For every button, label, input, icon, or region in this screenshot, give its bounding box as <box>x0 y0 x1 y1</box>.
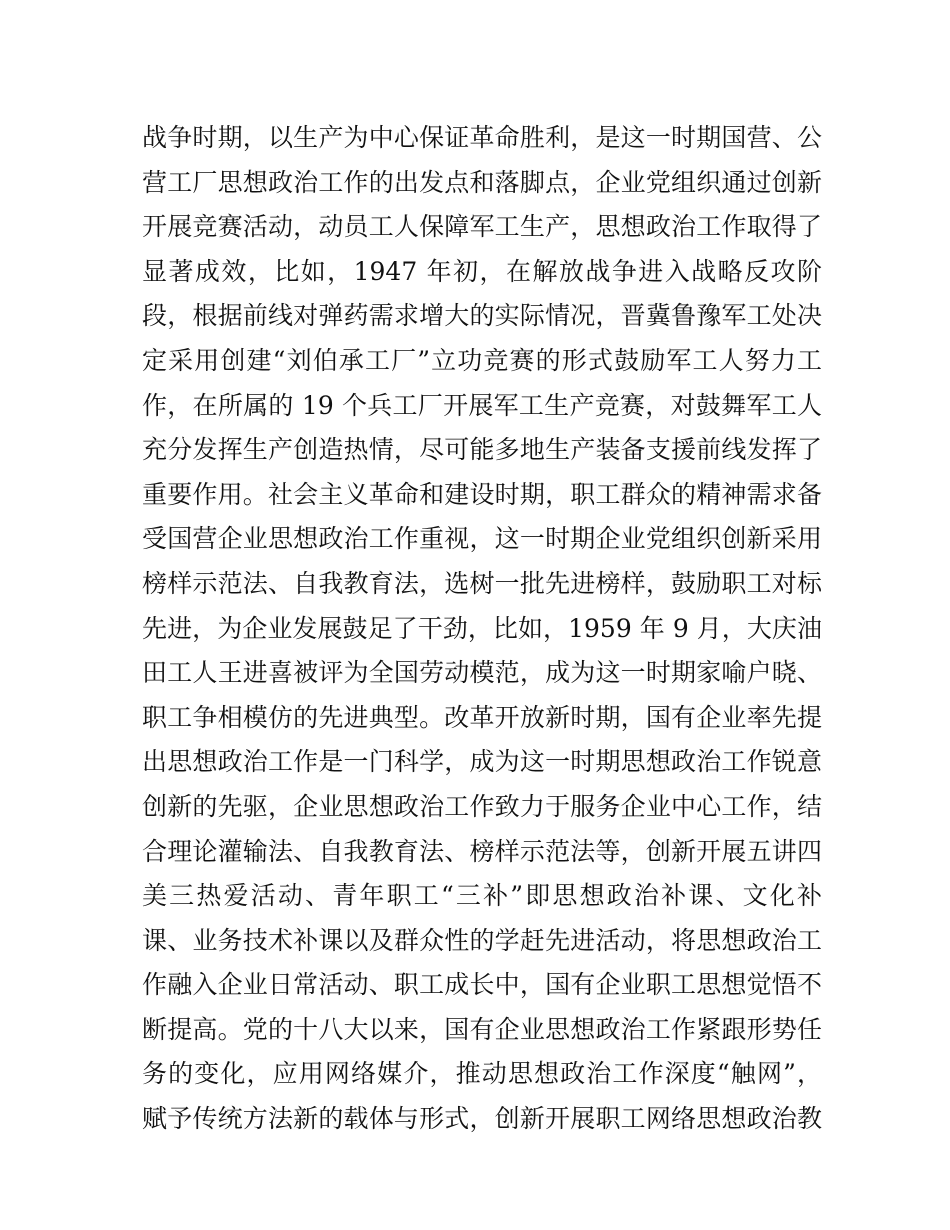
text-line: 营工厂思想政治工作的出发点和落脚点，企业党组织通过创新 <box>142 167 822 197</box>
text-line: 显著成效，比如，1947 年初，在解放战争进入战略反攻阶 <box>142 256 822 286</box>
text-line: 战争时期，以生产为中心保证革命胜利，是这一时期国营、公 <box>142 123 822 152</box>
text-line: 榜样示范法、自我教育法，选树一批先进榜样，鼓励职工对标 <box>142 568 822 598</box>
text-line: 务的变化，应用网络媒介，推动思想政治工作深度“触网”， <box>142 1059 822 1089</box>
text-line: 赋予传统方法新的载体与形式，创新开展职工网络思想政治教 <box>142 1104 822 1134</box>
text-line: 美三热爱活动、青年职工“三补”即思想政治补课、文化补 <box>142 881 822 911</box>
text-line: 出思想政治工作是一门科学，成为这一时期思想政治工作锐意 <box>142 747 822 777</box>
text-line: 合理论灌输法、自我教育法、榜样示范法等，创新开展五讲四 <box>142 836 822 866</box>
text-line: 定采用创建“刘伯承工厂”立功竞赛的形式鼓励军工人努力工 <box>142 345 822 375</box>
text-line: 断提高。党的十八大以来，国有企业思想政治工作紧跟形势任 <box>142 1014 822 1044</box>
text-line: 开展竞赛活动，动员工人保障军工生产，思想政治工作取得了 <box>142 212 822 242</box>
text-line: 职工争相模仿的先进典型。改革开放新时期，国有企业率先提 <box>142 702 822 732</box>
text-line: 田工人王进喜被评为全国劳动模范，成为这一时期家喻户晓、 <box>142 658 822 688</box>
text-line: 创新的先驱，企业思想政治工作致力于服务企业中心工作，结 <box>142 791 822 821</box>
text-line: 作，在所属的 19 个兵工厂开展军工生产竞赛，对鼓舞军工人 <box>142 390 822 420</box>
text-line: 段，根据前线对弹药需求增大的实际情况，晋冀鲁豫军工处决 <box>142 301 822 331</box>
text-line: 受国营企业思想政治工作重视，这一时期企业党组织创新采用 <box>142 524 822 554</box>
text-line: 重要作用。社会主义革命和建设时期，职工群众的精神需求备 <box>142 479 822 509</box>
text-line: 先进，为企业发展鼓足了干劲，比如，1959 年 9 月，大庆油 <box>142 613 822 643</box>
body-paragraph <box>142 116 822 1142</box>
text-line: 作融入企业日常活动、职工成长中，国有企业职工思想觉悟不 <box>142 970 822 1000</box>
text-line: 充分发挥生产创造热情，尽可能多地生产装备支援前线发挥了 <box>142 435 822 465</box>
text-line: 课、业务技术补课以及群众性的学赶先进活动，将思想政治工 <box>142 925 822 955</box>
